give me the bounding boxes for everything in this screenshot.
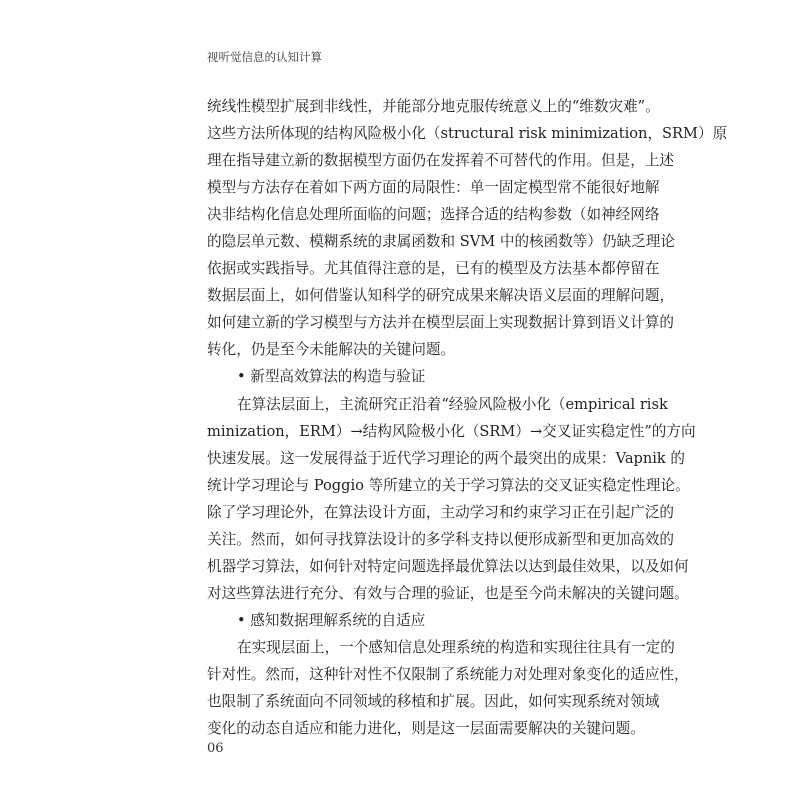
body-text: [207, 93, 728, 742]
text-line: 模型与方法存在着如下两方面的局限性：单一固定模型常不能很好地解: [207, 179, 660, 197]
text-line: 统线性模型扩展到非线性，并能部分地克服传统意义上的“维数灾难”。: [207, 98, 660, 115]
text-line: 在实现层面上，一个感知信息处理系统的构造和实现往往具有一定的: [237, 638, 675, 656]
text-line: minization，ERM）→结构风险极小化（SRM）→交叉证实稳定性”的方向: [207, 422, 696, 440]
text-line: 也限制了系统面向不同领域的移植和扩展。因此，如何实现系统对领域: [207, 693, 660, 711]
text-line: 数据层面上，如何借鉴认知科学的研究成果来解决语义层面的理解问题，: [207, 287, 675, 305]
text-line: 机器学习算法，如何针对特定问题选择最优算法以达到最佳效果，以及如何: [207, 557, 689, 575]
text-line: 如何建立新的学习模型与方法并在模型层面上实现数据计算到语义计算的: [207, 314, 675, 332]
text-line: 依据或实践指导。尤其值得注意的是，已有的模型及方法基本都停留在: [207, 260, 660, 278]
text-line: 决非结构化信息处理所面临的问题；选择合适的结构参数（如神经网络: [207, 206, 660, 224]
bullet-heading: • 感知数据理解系统的自适应: [237, 611, 426, 629]
text-line: 针对性。然而，这种针对性不仅限制了系统能力对处理对象变化的适应性，: [207, 665, 689, 683]
text-line: 这些方法所体现的结构风险极小化（structural risk minimization，SRM）原: [207, 125, 728, 143]
page-number: 06: [207, 741, 224, 756]
text-line: 在算法层面上，主流研究正沿着“经验风险极小化（empirical risk: [237, 395, 668, 413]
bullet-heading: • 新型高效算法的构造与验证: [237, 368, 426, 386]
text-line: 的隐层单元数、模糊系统的隶属函数和 SVM 中的核函数等）仍缺乏理论: [207, 233, 675, 251]
text-line: 理在指导建立新的数据模型方面仍在发挥着不可替代的作用。但是，上述: [207, 152, 675, 170]
text-line: 变化的动态自适应和能力进化，则是这一层面需要解决的关键问题。: [207, 720, 645, 738]
text-line: 除了学习理论外，在算法设计方面，主动学习和约束学习正在引起广泛的: [207, 503, 675, 521]
text-line: 关注。然而，如何寻找算法设计的多学科支持以便形成新型和更加高效的: [207, 530, 675, 548]
text-line: 统计学习理论与 Poggio 等所建立的关于学习算法的交叉证实稳定性理论。: [207, 476, 690, 494]
text-line: 对这些算法进行充分、有效与合理的验证，也是至今尚未解决的关键问题。: [207, 584, 689, 602]
text-line: 快速发展。这一发展得益于近代学习理论的两个最突出的成果：Vapnik 的: [207, 449, 686, 467]
running-header: 视听觉信息的认知计算: [207, 50, 322, 64]
text-line: 转化，仍是至今未能解决的关键问题。: [207, 341, 456, 359]
